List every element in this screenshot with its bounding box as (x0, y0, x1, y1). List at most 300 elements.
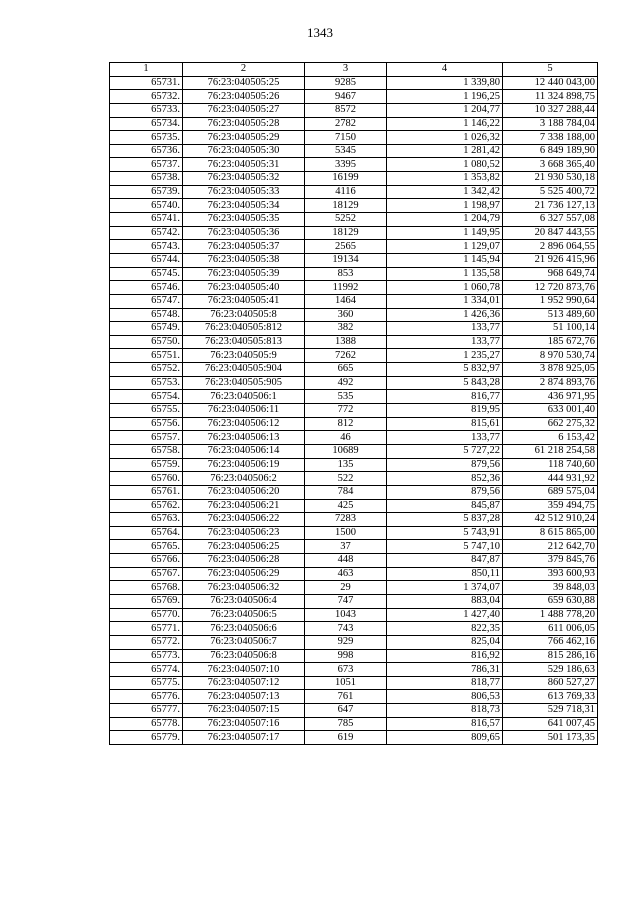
area-cell: 1043 (305, 608, 387, 622)
cadastral-number: 76:23:040505:905 (183, 376, 305, 390)
unit-value-cell: 133,77 (387, 322, 503, 336)
area-cell: 522 (305, 472, 387, 486)
cadastral-number: 76:23:040506:22 (183, 513, 305, 527)
cadastral-number: 76:23:040506:11 (183, 404, 305, 418)
unit-value-cell: 816,77 (387, 390, 503, 404)
row-number: 65742. (110, 226, 183, 240)
area-cell: 8572 (305, 103, 387, 117)
table-row (110, 431, 598, 445)
cadastral-value-cell: 501 173,35 (503, 731, 598, 745)
table-row (110, 253, 598, 267)
cadastral-value-cell: 3 188 784,04 (503, 117, 598, 131)
area-cell: 4116 (305, 185, 387, 199)
unit-value-cell: 1 146,22 (387, 117, 503, 131)
row-number: 65766. (110, 554, 183, 568)
unit-value-cell: 1 334,01 (387, 294, 503, 308)
area-cell: 10689 (305, 444, 387, 458)
unit-value-cell: 5 747,10 (387, 540, 503, 554)
table-row (110, 717, 598, 731)
area-cell: 1464 (305, 294, 387, 308)
cadastral-value-cell: 3 878 925,05 (503, 363, 598, 377)
row-number: 65750. (110, 335, 183, 349)
unit-value-cell: 1 339,80 (387, 76, 503, 90)
cadastral-value-cell: 968 649,74 (503, 267, 598, 281)
unit-value-cell: 5 743,91 (387, 526, 503, 540)
row-number: 65764. (110, 526, 183, 540)
table-row (110, 485, 598, 499)
row-number: 65747. (110, 294, 183, 308)
table-row (110, 526, 598, 540)
row-number: 65777. (110, 704, 183, 718)
cadastral-number: 76:23:040506:32 (183, 581, 305, 595)
unit-value-cell: 809,65 (387, 731, 503, 745)
row-number: 65754. (110, 390, 183, 404)
area-cell: 535 (305, 390, 387, 404)
unit-value-cell: 847,87 (387, 554, 503, 568)
cadastral-value-cell: 529 186,63 (503, 663, 598, 677)
area-cell: 29 (305, 581, 387, 595)
cadastral-value-cell: 7 338 188,00 (503, 131, 598, 145)
area-cell: 425 (305, 499, 387, 513)
area-cell: 647 (305, 704, 387, 718)
cadastral-value-cell: 5 525 400,72 (503, 185, 598, 199)
cadastral-number: 76:23:040507:15 (183, 704, 305, 718)
cadastral-number: 76:23:040505:8 (183, 308, 305, 322)
cadastral-value-cell: 6 153,42 (503, 431, 598, 445)
cadastral-value-cell: 611 006,05 (503, 622, 598, 636)
table-row (110, 199, 598, 213)
row-number: 65753. (110, 376, 183, 390)
cadastral-number: 76:23:040505:29 (183, 131, 305, 145)
cadastral-value-cell: 659 630,88 (503, 594, 598, 608)
table-row (110, 103, 598, 117)
table-row (110, 513, 598, 527)
table-row (110, 158, 598, 172)
cadastral-value-cell: 11 324 898,75 (503, 90, 598, 104)
table-row (110, 117, 598, 131)
cadastral-value-cell: 8 615 865,00 (503, 526, 598, 540)
area-cell: 7150 (305, 131, 387, 145)
table-row (110, 76, 598, 90)
cadastral-number: 76:23:040506:25 (183, 540, 305, 554)
unit-value-cell: 1 204,77 (387, 103, 503, 117)
cadastral-number: 76:23:040506:14 (183, 444, 305, 458)
row-number: 65775. (110, 676, 183, 690)
cadastral-number: 76:23:040505:32 (183, 172, 305, 186)
cadastral-number: 76:23:040506:19 (183, 458, 305, 472)
cadastral-value-cell: 6 849 189,90 (503, 144, 598, 158)
table-row (110, 267, 598, 281)
unit-value-cell: 879,56 (387, 458, 503, 472)
column-header: 5 (503, 63, 598, 77)
row-number: 65751. (110, 349, 183, 363)
table-row (110, 376, 598, 390)
unit-value-cell: 1 426,36 (387, 308, 503, 322)
unit-value-cell: 818,73 (387, 704, 503, 718)
cadastral-value-cell: 51 100,14 (503, 322, 598, 336)
cadastral-number: 76:23:040505:39 (183, 267, 305, 281)
table-row (110, 281, 598, 295)
unit-value-cell: 1 427,40 (387, 608, 503, 622)
area-cell: 382 (305, 322, 387, 336)
unit-value-cell: 1 060,78 (387, 281, 503, 295)
table-header-row (110, 63, 598, 77)
cadastral-value-cell: 1 952 990,64 (503, 294, 598, 308)
row-number: 65774. (110, 663, 183, 677)
table-row (110, 390, 598, 404)
row-number: 65731. (110, 76, 183, 90)
row-number: 65733. (110, 103, 183, 117)
cadastral-number: 76:23:040506:5 (183, 608, 305, 622)
table-row (110, 404, 598, 418)
column-header: 1 (110, 63, 183, 77)
cadastral-value-cell: 766 462,16 (503, 635, 598, 649)
unit-value-cell: 879,56 (387, 485, 503, 499)
cadastral-number: 76:23:040507:10 (183, 663, 305, 677)
cadastral-number: 76:23:040505:9 (183, 349, 305, 363)
cadastral-number: 76:23:040506:23 (183, 526, 305, 540)
row-number: 65734. (110, 117, 183, 131)
unit-value-cell: 819,95 (387, 404, 503, 418)
unit-value-cell: 806,53 (387, 690, 503, 704)
unit-value-cell: 1 145,94 (387, 253, 503, 267)
row-number: 65765. (110, 540, 183, 554)
row-number: 65744. (110, 253, 183, 267)
unit-value-cell: 786,31 (387, 663, 503, 677)
unit-value-cell: 818,77 (387, 676, 503, 690)
unit-value-cell: 1 196,25 (387, 90, 503, 104)
area-cell: 743 (305, 622, 387, 636)
area-cell: 853 (305, 267, 387, 281)
cadastral-number: 76:23:040505:813 (183, 335, 305, 349)
row-number: 65763. (110, 513, 183, 527)
column-header: 3 (305, 63, 387, 77)
area-cell: 5252 (305, 213, 387, 227)
cadastral-value-cell: 20 847 443,55 (503, 226, 598, 240)
area-cell: 772 (305, 404, 387, 418)
table-row (110, 322, 598, 336)
cadastral-value-cell: 2 874 893,76 (503, 376, 598, 390)
unit-value-cell: 133,77 (387, 431, 503, 445)
cadastral-value-cell: 689 575,04 (503, 485, 598, 499)
area-cell: 1500 (305, 526, 387, 540)
unit-value-cell: 883,04 (387, 594, 503, 608)
row-number: 65748. (110, 308, 183, 322)
cadastral-value-cell: 529 718,31 (503, 704, 598, 718)
cadastral-number: 76:23:040505:27 (183, 103, 305, 117)
cadastral-value-cell: 21 926 415,96 (503, 253, 598, 267)
row-number: 65762. (110, 499, 183, 513)
table-row (110, 676, 598, 690)
table-row (110, 185, 598, 199)
cadastral-number: 76:23:040506:13 (183, 431, 305, 445)
cadastral-number: 76:23:040507:17 (183, 731, 305, 745)
cadastral-number: 76:23:040505:31 (183, 158, 305, 172)
row-number: 65778. (110, 717, 183, 731)
table-row (110, 458, 598, 472)
area-cell: 665 (305, 363, 387, 377)
cadastral-number: 76:23:040505:28 (183, 117, 305, 131)
cadastral-number: 76:23:040505:30 (183, 144, 305, 158)
cadastral-number: 76:23:040507:16 (183, 717, 305, 731)
table-row (110, 172, 598, 186)
table-row (110, 444, 598, 458)
unit-value-cell: 816,92 (387, 649, 503, 663)
area-cell: 784 (305, 485, 387, 499)
cadastral-value-cell: 10 327 288,44 (503, 103, 598, 117)
cadastral-number: 76:23:040505:40 (183, 281, 305, 295)
row-number: 65758. (110, 444, 183, 458)
area-cell: 492 (305, 376, 387, 390)
area-cell: 1388 (305, 335, 387, 349)
cadastral-value-cell: 12 720 873,76 (503, 281, 598, 295)
column-header: 4 (387, 63, 503, 77)
row-number: 65736. (110, 144, 183, 158)
cadastral-number: 76:23:040506:8 (183, 649, 305, 663)
cadastral-value-table (109, 62, 598, 745)
cadastral-number: 76:23:040507:12 (183, 676, 305, 690)
table-row (110, 731, 598, 745)
row-number: 65749. (110, 322, 183, 336)
area-cell: 37 (305, 540, 387, 554)
table-row (110, 594, 598, 608)
row-number: 65773. (110, 649, 183, 663)
cadastral-number: 76:23:040506:21 (183, 499, 305, 513)
table-body (110, 76, 598, 744)
cadastral-value-cell: 393 600,93 (503, 567, 598, 581)
unit-value-cell: 815,61 (387, 417, 503, 431)
unit-value-cell: 1 080,52 (387, 158, 503, 172)
unit-value-cell: 1 026,32 (387, 131, 503, 145)
row-number: 65756. (110, 417, 183, 431)
row-number: 65759. (110, 458, 183, 472)
unit-value-cell: 1 342,42 (387, 185, 503, 199)
cadastral-number: 76:23:040506:6 (183, 622, 305, 636)
cadastral-number: 76:23:040506:7 (183, 635, 305, 649)
area-cell: 5345 (305, 144, 387, 158)
area-cell: 3395 (305, 158, 387, 172)
row-number: 65771. (110, 622, 183, 636)
unit-value-cell: 1 135,58 (387, 267, 503, 281)
row-number: 65752. (110, 363, 183, 377)
cadastral-number: 76:23:040505:38 (183, 253, 305, 267)
table-row (110, 649, 598, 663)
unit-value-cell: 1 353,82 (387, 172, 503, 186)
unit-value-cell: 133,77 (387, 335, 503, 349)
area-cell: 9467 (305, 90, 387, 104)
cadastral-number: 76:23:040505:812 (183, 322, 305, 336)
row-number: 65735. (110, 131, 183, 145)
unit-value-cell: 5 832,97 (387, 363, 503, 377)
row-number: 65760. (110, 472, 183, 486)
cadastral-value-cell: 379 845,76 (503, 554, 598, 568)
area-cell: 360 (305, 308, 387, 322)
table-row (110, 635, 598, 649)
cadastral-number: 76:23:040506:12 (183, 417, 305, 431)
cadastral-value-cell: 444 931,92 (503, 472, 598, 486)
area-cell: 9285 (305, 76, 387, 90)
area-cell: 7262 (305, 349, 387, 363)
unit-value-cell: 1 281,42 (387, 144, 503, 158)
cadastral-value-cell: 641 007,45 (503, 717, 598, 731)
cadastral-value-cell: 3 668 365,40 (503, 158, 598, 172)
cadastral-number: 76:23:040505:35 (183, 213, 305, 227)
unit-value-cell: 825,04 (387, 635, 503, 649)
area-cell: 18129 (305, 199, 387, 213)
cadastral-number: 76:23:040505:904 (183, 363, 305, 377)
unit-value-cell: 1 129,07 (387, 240, 503, 254)
cadastral-number: 76:23:040506:20 (183, 485, 305, 499)
area-cell: 2565 (305, 240, 387, 254)
row-number: 65739. (110, 185, 183, 199)
column-header: 2 (183, 63, 305, 77)
row-number: 65769. (110, 594, 183, 608)
cadastral-number: 76:23:040506:4 (183, 594, 305, 608)
cadastral-value-cell: 513 489,60 (503, 308, 598, 322)
area-cell: 2782 (305, 117, 387, 131)
table-row (110, 144, 598, 158)
row-number: 65767. (110, 567, 183, 581)
cadastral-value-cell: 2 896 064,55 (503, 240, 598, 254)
table-row (110, 622, 598, 636)
area-cell: 463 (305, 567, 387, 581)
area-cell: 747 (305, 594, 387, 608)
unit-value-cell: 5 727,22 (387, 444, 503, 458)
table-row (110, 540, 598, 554)
cadastral-value-cell: 815 286,16 (503, 649, 598, 663)
unit-value-cell: 5 837,28 (387, 513, 503, 527)
cadastral-value-cell: 39 848,03 (503, 581, 598, 595)
page-number: 1343 (307, 25, 333, 40)
row-number: 65746. (110, 281, 183, 295)
cadastral-number: 76:23:040506:2 (183, 472, 305, 486)
cadastral-value-cell: 613 769,33 (503, 690, 598, 704)
row-number: 65740. (110, 199, 183, 213)
area-cell: 16199 (305, 172, 387, 186)
table-row (110, 90, 598, 104)
unit-value-cell: 816,57 (387, 717, 503, 731)
area-cell: 998 (305, 649, 387, 663)
cadastral-value-cell: 359 494,75 (503, 499, 598, 513)
cadastral-value-cell: 436 971,95 (503, 390, 598, 404)
cadastral-number: 76:23:040506:28 (183, 554, 305, 568)
cadastral-number: 76:23:040507:13 (183, 690, 305, 704)
row-number: 65761. (110, 485, 183, 499)
cadastral-number: 76:23:040505:33 (183, 185, 305, 199)
row-number: 65732. (110, 90, 183, 104)
table-row (110, 308, 598, 322)
table-row (110, 131, 598, 145)
cadastral-number: 76:23:040505:26 (183, 90, 305, 104)
table-row (110, 349, 598, 363)
cadastral-value-cell: 12 440 043,00 (503, 76, 598, 90)
area-cell: 18129 (305, 226, 387, 240)
row-number: 65737. (110, 158, 183, 172)
cadastral-number: 76:23:040505:34 (183, 199, 305, 213)
area-cell: 19134 (305, 253, 387, 267)
area-cell: 673 (305, 663, 387, 677)
row-number: 65768. (110, 581, 183, 595)
row-number: 65779. (110, 731, 183, 745)
area-cell: 11992 (305, 281, 387, 295)
cadastral-number: 76:23:040505:25 (183, 76, 305, 90)
area-cell: 619 (305, 731, 387, 745)
table-row (110, 294, 598, 308)
area-cell: 46 (305, 431, 387, 445)
unit-value-cell: 852,36 (387, 472, 503, 486)
unit-value-cell: 5 843,28 (387, 376, 503, 390)
row-number: 65745. (110, 267, 183, 281)
cadastral-value-cell: 42 512 910,24 (503, 513, 598, 527)
cadastral-value-cell: 860 527,27 (503, 676, 598, 690)
unit-value-cell: 1 374,07 (387, 581, 503, 595)
cadastral-value-cell: 21 736 127,13 (503, 199, 598, 213)
cadastral-value-cell: 8 970 530,74 (503, 349, 598, 363)
cadastral-value-cell: 21 930 530,18 (503, 172, 598, 186)
area-cell: 761 (305, 690, 387, 704)
cadastral-number: 76:23:040506:1 (183, 390, 305, 404)
unit-value-cell: 850,11 (387, 567, 503, 581)
row-number: 65741. (110, 213, 183, 227)
table-row (110, 663, 598, 677)
row-number: 65770. (110, 608, 183, 622)
unit-value-cell: 1 204,79 (387, 213, 503, 227)
area-cell: 1051 (305, 676, 387, 690)
table-row (110, 472, 598, 486)
area-cell: 929 (305, 635, 387, 649)
cadastral-number: 76:23:040505:36 (183, 226, 305, 240)
unit-value-cell: 845,87 (387, 499, 503, 513)
cadastral-value-cell: 185 672,76 (503, 335, 598, 349)
unit-value-cell: 1 198,97 (387, 199, 503, 213)
table-row (110, 690, 598, 704)
table-row (110, 581, 598, 595)
unit-value-cell: 1 235,27 (387, 349, 503, 363)
cadastral-value-cell: 662 275,32 (503, 417, 598, 431)
row-number: 65743. (110, 240, 183, 254)
area-cell: 135 (305, 458, 387, 472)
row-number: 65755. (110, 404, 183, 418)
area-cell: 7283 (305, 513, 387, 527)
table-row (110, 704, 598, 718)
cadastral-value-cell: 61 218 254,58 (503, 444, 598, 458)
table-row (110, 567, 598, 581)
table-row (110, 363, 598, 377)
row-number: 65757. (110, 431, 183, 445)
cadastral-number: 76:23:040506:29 (183, 567, 305, 581)
area-cell: 812 (305, 417, 387, 431)
area-cell: 785 (305, 717, 387, 731)
row-number: 65776. (110, 690, 183, 704)
table-row (110, 554, 598, 568)
cadastral-value-cell: 1 488 778,20 (503, 608, 598, 622)
row-number: 65772. (110, 635, 183, 649)
table-row (110, 499, 598, 513)
table-row (110, 608, 598, 622)
table-row (110, 417, 598, 431)
cadastral-value-cell: 212 642,70 (503, 540, 598, 554)
table-row (110, 226, 598, 240)
unit-value-cell: 822,35 (387, 622, 503, 636)
unit-value-cell: 1 149,95 (387, 226, 503, 240)
table-row (110, 213, 598, 227)
table-row (110, 335, 598, 349)
cadastral-value-cell: 6 327 557,08 (503, 213, 598, 227)
cadastral-number: 76:23:040505:37 (183, 240, 305, 254)
row-number: 65738. (110, 172, 183, 186)
area-cell: 448 (305, 554, 387, 568)
cadastral-number: 76:23:040505:41 (183, 294, 305, 308)
